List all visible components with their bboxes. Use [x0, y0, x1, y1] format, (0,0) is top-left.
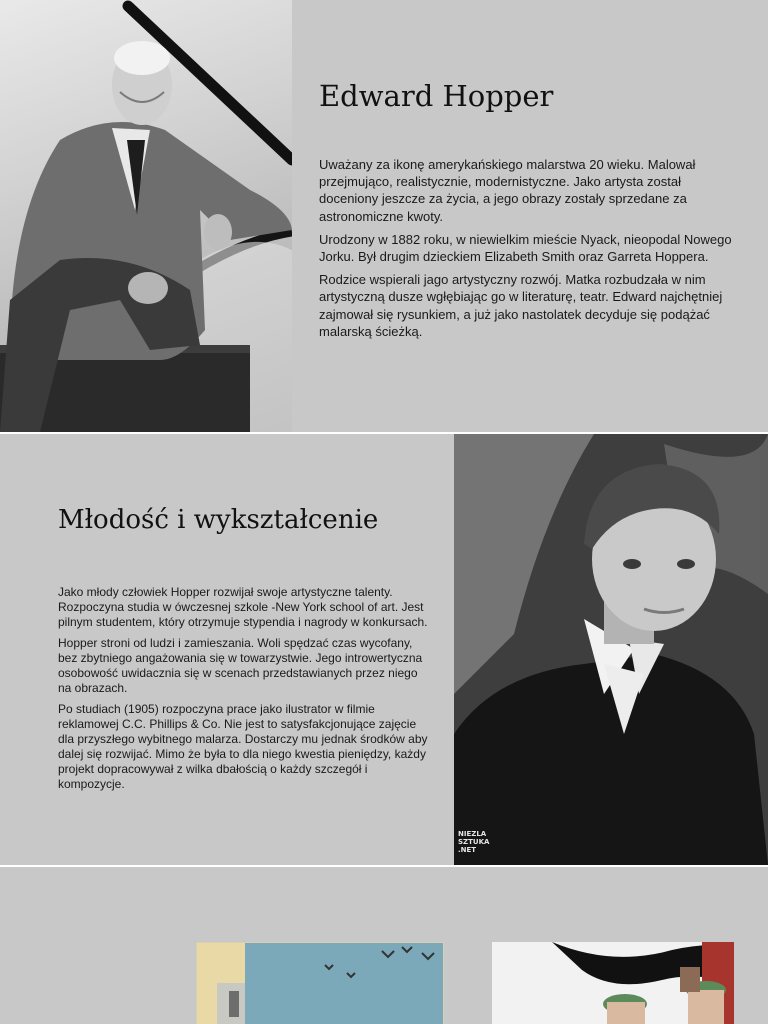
- paragraph: Rodzice wspierali jago artystyczny rozwój. Matka rozbudzała w nim artystyczną dusze wgłębiając go w literaturę, teatr. Edward najchętniej zajmował się rysunkiem, a już jako nastolatek decyduje się podążać malarską ścieżką.: [319, 272, 723, 339]
- men-illustration: [492, 942, 734, 1024]
- hopper-portrait-photo: [0, 0, 292, 432]
- watermark-line: SZTUKA: [458, 838, 490, 846]
- paragraph: Jako młody człowiek Hopper rozwijał swoje artystyczne talenty. Rozpoczyna studia w ówczesnej szkole -New York school of art. Jest pilnym studentem, który otrzymuje stypendia i nagrody w konkursach.: [58, 585, 428, 629]
- hopper-portrait-illustration: [0, 0, 292, 432]
- watermark-line: .NET: [458, 846, 477, 854]
- watermark-line: NIEZLA: [458, 830, 487, 838]
- slide-title: Młodość i wykształcenie: [58, 505, 379, 535]
- slide-body-text: [319, 156, 739, 346]
- slide-edward-hopper: [0, 0, 768, 432]
- paragraph: Urodzony w 1882 roku, w niewielkim mieście Nyack, nieopodal Nowego Jorku. Był drugim dzieckiem Elizabeth Smith oraz Garreta Hoppera.: [319, 231, 732, 265]
- harbor-painting-illustration: [197, 943, 443, 1024]
- young-hopper-illustration: [454, 434, 768, 865]
- slide-body-text: [58, 585, 428, 798]
- paragraph: Uważany za ikonę amerykańskiego malarstwa 20 wieku. Malował przejmująco, realistycznie, modernistyczne. Jako artysta został doceniony jeszcze za życia, a jego obrazy zostały sprzedane za astronomiczne kwoty.: [319, 157, 696, 224]
- paragraph: Hopper stroni od ludzi i zamieszania. Woli spędzać czas wycofany, bez zbytniego angażowania się w towarzystwie. Jego introwertyczna osobowość uwidacznia się w scenach przedstawianych przez niego na obrazach.: [58, 636, 423, 695]
- slide-title: Edward Hopper: [319, 79, 554, 113]
- watermark-logo: [458, 830, 502, 854]
- artwork-harbor-painting: [196, 942, 444, 1024]
- artwork-illustration-men: [492, 942, 734, 1024]
- young-hopper-photo: [454, 434, 768, 865]
- paragraph: Po studiach (1905) rozpoczyna prace jako ilustrator w filmie reklamowej C.C. Phillips & Co. Nie jest to satysfakcjonujące zajęcie dla przyszłego wybitnego malarza. Dostarczy mu jednak środków aby dalej się rozwijać. Mimo że była to dla niego kwestia pieniędzy, każdy projekt dopracowywał z wilka dbałością o każdy szczegół i kompozycje.: [58, 702, 428, 791]
